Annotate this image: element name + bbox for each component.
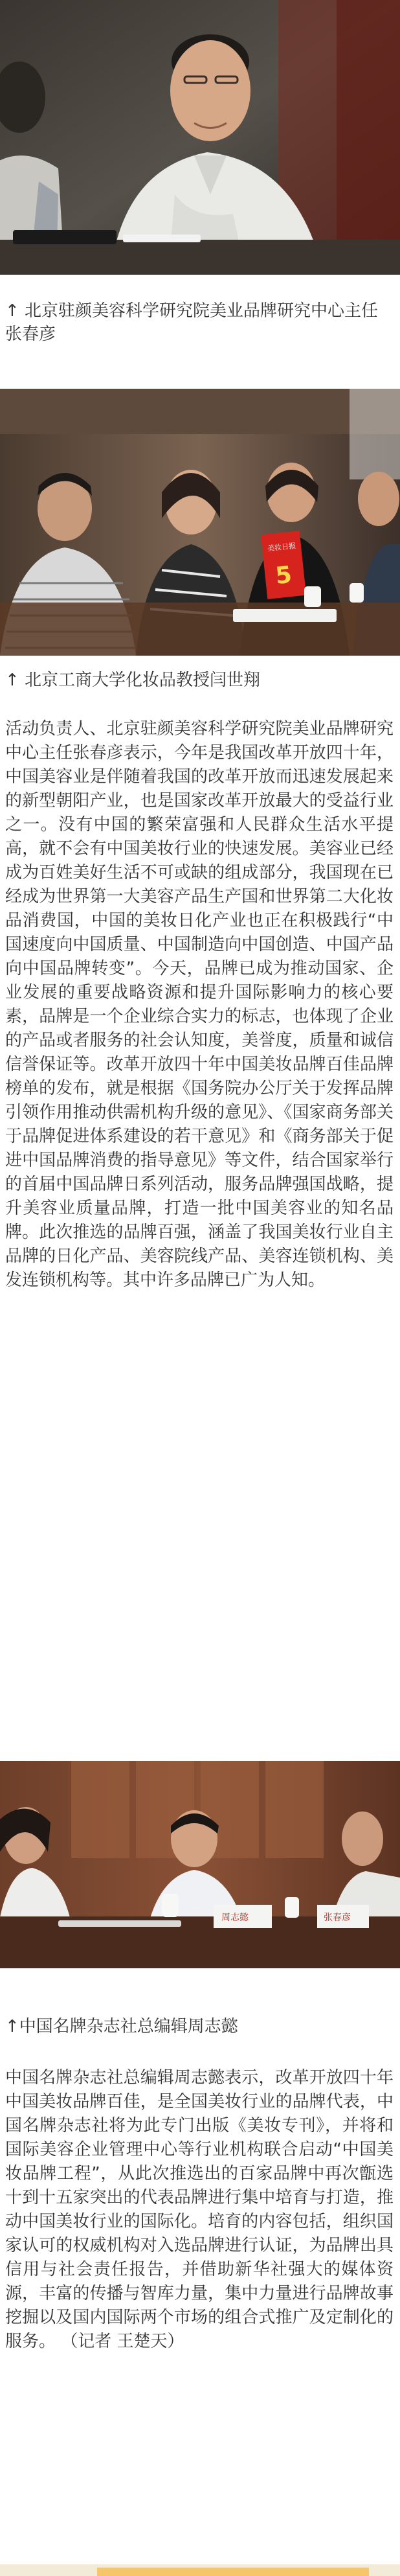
photo-editor-zhou-zhiyi	[0, 1761, 400, 1968]
svg-text:张春彦: 张春彦	[324, 1913, 351, 1923]
placard-zhang-chunyan	[317, 1905, 369, 1928]
photo-meeting-table	[0, 389, 400, 656]
svg-text:周志懿: 周志懿	[221, 1913, 249, 1923]
placard-zhou-zhiyi	[214, 1905, 272, 1928]
magazine-badge: 5	[274, 561, 293, 590]
magazine-title: 美妆日报	[267, 541, 296, 553]
photo-editor-image	[0, 1761, 400, 1968]
photo-portrait-image	[0, 0, 400, 275]
footer-accent-strip	[97, 2568, 369, 2576]
caption-wen-shixiang: ↑ 北京工商大学化妆品教授闫世翔	[5, 671, 261, 690]
photo-portrait-zhang-chunyan	[0, 0, 400, 275]
article-paragraph-1: 活动负责人、北京驻颜美容科学研究院美业品牌研究中心主任张春彦表示，今年是我国改革开放四十年，中国美容业是伴随着我国的改革开放而迅速发展起来的新型朝阳产业，也是国家改革开放最大的受益行业之一。没有中国的繁荣富强和人民群众生活水平提高，就不会有中国美妆行业的快速发展。美容业已经成为百姓美好生活不可或缺的组成部分，我国现在已经成为世界第一大美容产品生产国和世界第二大化妆品消费国，中国的美妆日化产业也正在积极践行“中国速度向中国质量、中国制造向中国创造、中国产品向中国品牌转变”。今天，品牌已成为推动国家、企业发展的重要战略资源和提升国际影响力的核心要素，品牌是一个企业综合实力的标志，也体现了企业的产品或者服务的社会认知度，美誉度，质量和诚信信誉保证等。改革开放四十年中国美妆品牌百佳品牌榜单的发布，就是根据《国务院办公厅关于发挥品牌引领作用推动供需机构升级的意见》、《国家商务部关于品牌促进体系建设的若干意见》和《商务部关于促进中国品牌消费的指导意见》等文件，结合国家举行的首届中国品牌日系列活动，服务品牌强国战略，提升美容业质量品牌，打造一批中国美容业的知名品牌。此次推选的品牌百强，涵盖了我国美妆行业自主品牌的日化产品、美容院线产品、美容连锁机构、美发连锁机构等。其中许多品牌已广为人知。	[5, 719, 394, 1290]
caption-zhou-zhiyi: ↑中国名牌杂志社总编辑周志懿	[5, 2017, 238, 2036]
photo-meeting-image	[0, 389, 400, 656]
article-paragraph-2: 中国名牌杂志社总编辑周志懿表示，改革开放四十年中国美妆品牌百佳，是全国美妆行业的品牌代表，中国名牌杂志社将为此专门出版《美妆专刊》，并将和国际美容企业管理中心等行业机构联合启动“中国美妆品牌工程”，从此次推选出的百家品牌中再次甑选十到十五家突出的代表品牌进行集中培育与打造，推动中国美妆行业的国际化。培育的内容包括，组织国家认可的权威机构对入选品牌进行认证，为品牌出具信用与社会责任报告，并借助新华社强大的媒体资源，丰富的传播与智库力量，集中力量进行品牌故事挖掘以及国内国际两个市场的组合式推广及定制化的服务。 （记者 王楚天）	[5, 2068, 394, 2351]
magazine-cover	[261, 531, 306, 599]
caption-zhang-chunyan: ↑ 北京驻颜美容科学研究院美业品牌研究中心主任张春彦	[5, 301, 379, 344]
